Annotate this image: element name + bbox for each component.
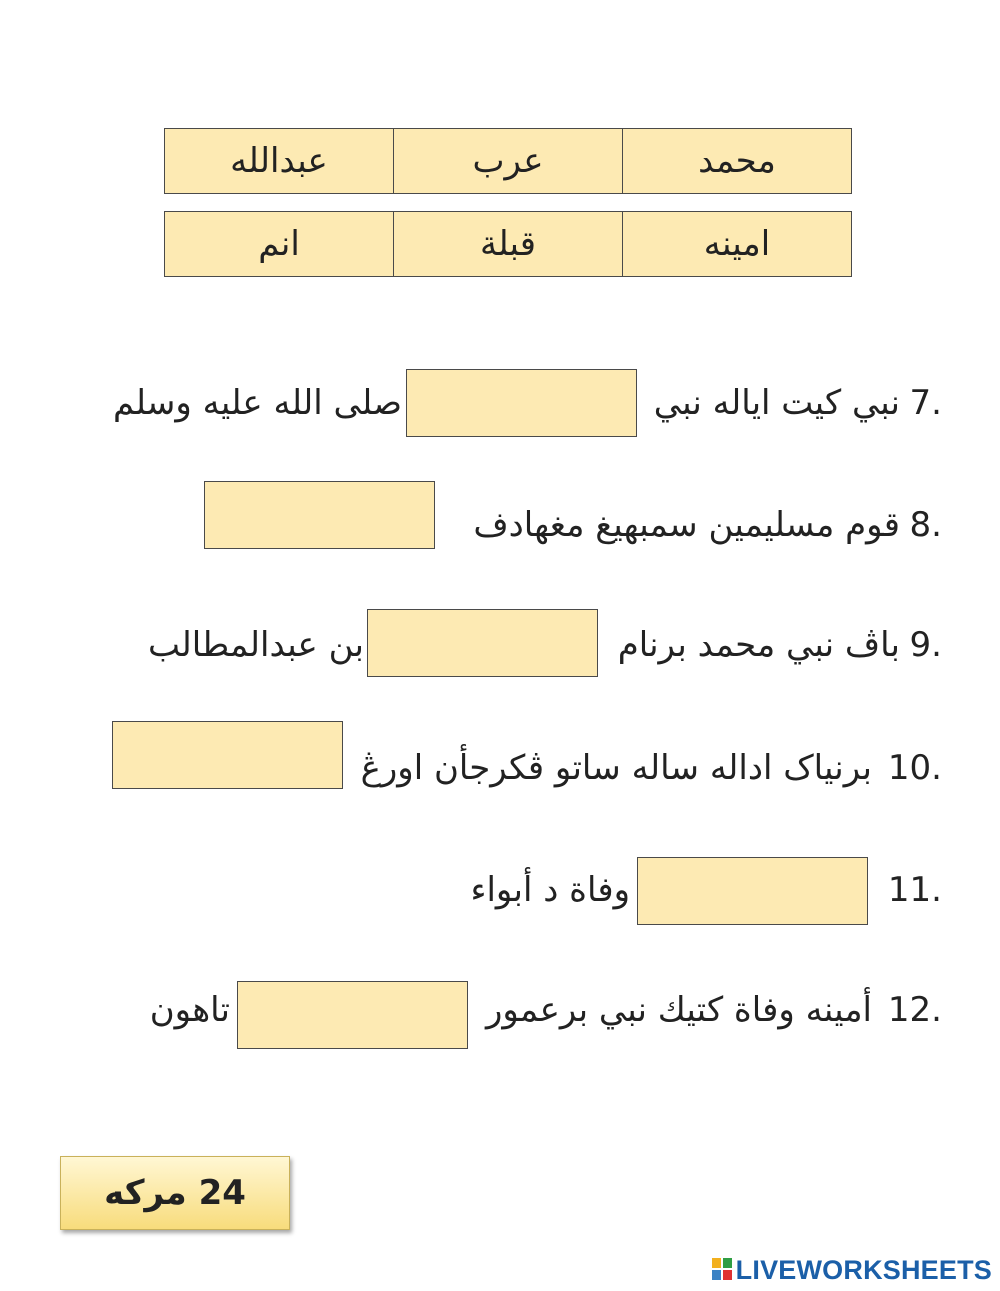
answer-input[interactable] <box>368 610 601 678</box>
question-number: 10. <box>887 748 942 788</box>
answer-blank[interactable] <box>237 981 468 1049</box>
word-bank-cell: قبلة <box>393 212 622 276</box>
word-bank-cell: امينه <box>622 212 851 276</box>
word-bank-cell: محمد <box>622 129 851 193</box>
answer-input[interactable] <box>205 482 438 550</box>
word-bank-cell: عرب <box>393 129 622 193</box>
question-text: برنياک اداله ساله ساتو ڤكرجأن اورڠ <box>360 748 872 788</box>
word-bank-row-2 <box>164 211 852 277</box>
question-text: نبي كيت اياله نبي <box>653 383 900 423</box>
logo-text: LIVEWORKSHEETS <box>735 1254 992 1285</box>
answer-input[interactable] <box>407 370 640 438</box>
question-text: باڤ نبي محمد برنام <box>617 625 900 665</box>
word-bank-cell: انم <box>258 224 300 264</box>
question-text: أمينه وفاة كتيك نبي برعمور <box>485 990 872 1030</box>
question-number: 9. <box>909 625 942 665</box>
question-number: 8. <box>909 505 942 545</box>
question-text: صلى الله عليه وسلم <box>113 383 402 423</box>
answer-input[interactable] <box>238 982 471 1050</box>
answer-blank[interactable] <box>204 481 435 549</box>
question-text: بن عبدالمطالب <box>147 625 364 665</box>
answer-blank[interactable] <box>406 369 637 437</box>
question-text: تاهون <box>149 990 230 1030</box>
word-bank-cell: عبدالله <box>230 141 328 181</box>
liveworksheets-logo <box>712 1255 992 1285</box>
score-badge: 24 مركه <box>60 1156 290 1230</box>
question-text: قوم مسليمين سمبهيغ مغهادف <box>473 505 900 545</box>
question-text: وفاة د أبواء <box>470 870 630 910</box>
answer-blank[interactable] <box>112 721 343 789</box>
answer-blank[interactable] <box>637 857 868 925</box>
answer-blank[interactable] <box>367 609 598 677</box>
question-number: 11. <box>887 870 942 910</box>
answer-input[interactable] <box>638 858 871 926</box>
word-bank-row-1 <box>164 128 852 194</box>
question-number: 7. <box>909 383 942 423</box>
logo-grid-icon <box>712 1258 734 1282</box>
answer-input[interactable] <box>113 722 346 790</box>
question-number: 12. <box>887 990 942 1030</box>
